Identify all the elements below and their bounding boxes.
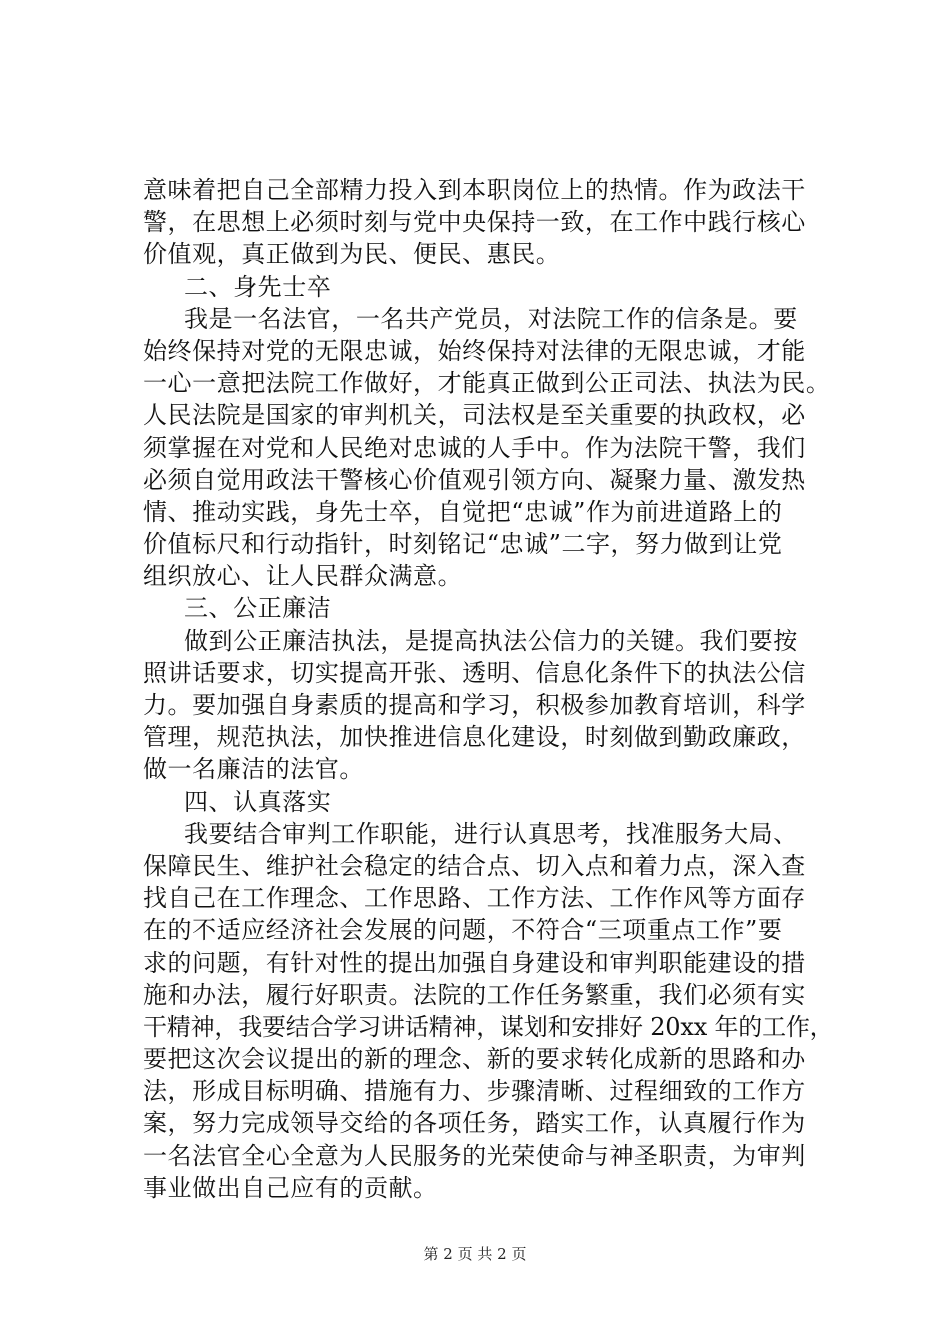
- text-line: 一名法官全心全意为人民服务的光荣使命与神圣职责，为审判: [143, 1141, 806, 1170]
- text-line: 二、身先士卒: [184, 272, 332, 301]
- text-line: 管理，规范执法，加快推进信息化建设，时刻做到勤政廉政，: [143, 723, 806, 752]
- text-line: 始终保持对党的无限忠诚，始终保持对法律的无限忠诚，才能: [143, 336, 806, 365]
- text-line: 我是一名法官，一名共产党员，对法院工作的信条是。要: [184, 304, 798, 333]
- text-line: 保障民生、维护社会稳定的结合点、切入点和着力点，深入查: [143, 851, 806, 880]
- text-line: 做一名廉洁的法官。: [143, 755, 364, 784]
- text-line: 事业做出自己应有的贡献。: [143, 1173, 438, 1202]
- text-line: 要把这次会议提出的新的理念、新的要求转化成新的思路和办: [143, 1045, 806, 1074]
- text-line: 四、认真落实: [184, 787, 332, 816]
- text-line: 三、公正廉洁: [184, 594, 332, 623]
- text-line: 找自己在工作理念、工作思路、工作方法、工作作风等方面存: [143, 884, 806, 913]
- text-line: 在的不适应经济社会发展的问题，不符合“三项重点工作”要: [143, 916, 783, 945]
- text-line: 人民法院是国家的审判机关，司法权是至关重要的执政权，必: [143, 401, 806, 430]
- text-line: 求的问题，有针对性的提出加强自身建设和审判职能建设的措: [143, 948, 806, 977]
- text-line: 案，努力完成领导交给的各项任务，踏实工作，认真履行作为: [143, 1109, 806, 1138]
- text-line: 须掌握在对党和人民绝对忠诚的人手中。作为法院干警，我们: [143, 433, 806, 462]
- text-line: 施和办法，履行好职责。法院的工作任务繁重，我们必须有实: [143, 980, 806, 1009]
- text-line: 必须自觉用政法干警核心价值观引领方向、凝聚力量、激发热: [143, 465, 806, 494]
- text-line: 一心一意把法院工作做好，才能真正做到公正司法、执法为民。: [143, 369, 831, 398]
- text-line: 干精神，我要结合学习讲话精神，谋划和安排好 20xx 年的工作，: [143, 1012, 834, 1041]
- text-line: 价值标尺和行动指针，时刻铭记“忠诚”二字，努力做到让党: [143, 530, 783, 559]
- text-line: 意味着把自己全部精力投入到本职岗位上的热情。作为政法干: [143, 176, 806, 204]
- text-line: 照讲话要求，切实提高开张、透明、信息化条件下的执法公信: [143, 658, 806, 687]
- text-line: 情、推动实践，身先士卒，自觉把“忠诚”作为前进道路上的: [143, 497, 783, 526]
- text-line: 我要结合审判工作职能，进行认真思考，找准服务大局、: [184, 819, 798, 848]
- text-line: 法，形成目标明确、措施有力、步骤清晰、过程细致的工作方: [143, 1077, 806, 1106]
- text-line: 做到公正廉洁执法，是提高执法公信力的关键。我们要按: [184, 626, 798, 655]
- page-number-footer: 第 2 页 共 2 页: [423, 1245, 527, 1263]
- text-line: 价值观，真正做到为民、便民、惠民。: [143, 240, 561, 269]
- text-line: 组织放心、让人民群众满意。: [143, 562, 463, 591]
- text-line: 力。要加强自身素质的提高和学习，积极参加教育培训，科学: [143, 691, 806, 719]
- text-line: 警，在思想上必须时刻与党中央保持一致，在工作中践行核心: [143, 208, 806, 237]
- document-body: [143, 174, 833, 1204]
